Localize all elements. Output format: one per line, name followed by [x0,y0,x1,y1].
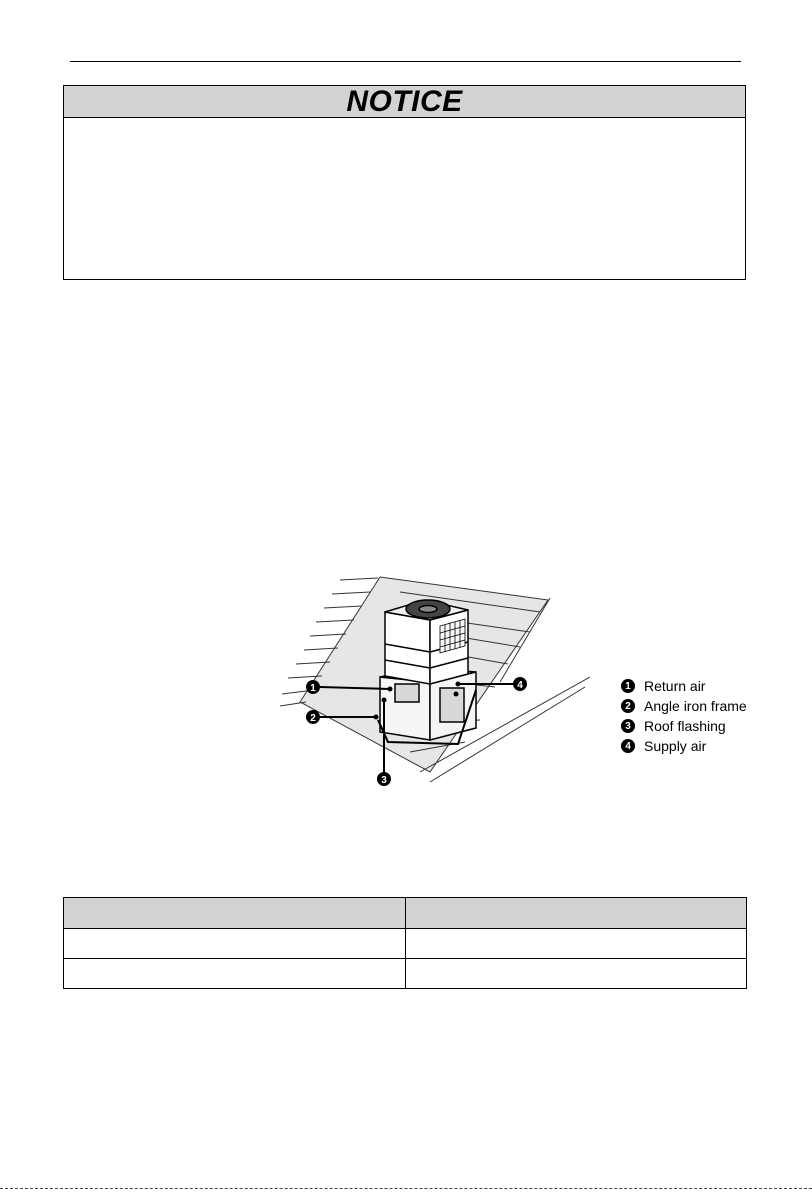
notice-header [64,86,745,118]
svg-text:2: 2 [310,713,316,724]
legend-number: 1 [621,679,635,693]
legend-item-angle-iron-frame [621,696,747,716]
table-header-cell [406,898,747,929]
header-rule [70,61,741,62]
legend-number: 3 [621,719,635,733]
callout-1 [306,680,320,694]
legend-item-supply-air [621,736,747,756]
svg-text:4: 4 [517,680,523,691]
callout-2 [306,710,320,724]
legend-label: Return air [644,678,706,694]
notice-title: NOTICE [346,84,463,118]
legend-label: Supply air [644,738,707,754]
table-cell [64,959,406,989]
spec-table [63,897,747,989]
legend-label: Angle iron frame [644,698,747,714]
legend-item-return-air [621,676,747,696]
table-header-row [64,898,747,929]
legend-number: 4 [621,739,635,753]
callout-3 [377,772,391,786]
table-row [64,929,747,959]
table-cell [406,959,747,989]
legend-number: 2 [621,699,635,713]
legend-item-roof-flashing [621,716,747,736]
table-cell [64,929,406,959]
table-header-cell [64,898,406,929]
rooftop-unit-illustration [280,572,590,792]
notice-box [63,85,746,280]
callout-4 [513,677,527,691]
svg-text:1: 1 [310,683,316,694]
svg-text:3: 3 [381,775,387,786]
table-cell [406,929,747,959]
notice-body [64,118,745,280]
footer-divider [0,1188,812,1190]
figure-legend [621,676,747,756]
table-row [64,959,747,989]
legend-label: Roof flashing [644,718,726,734]
